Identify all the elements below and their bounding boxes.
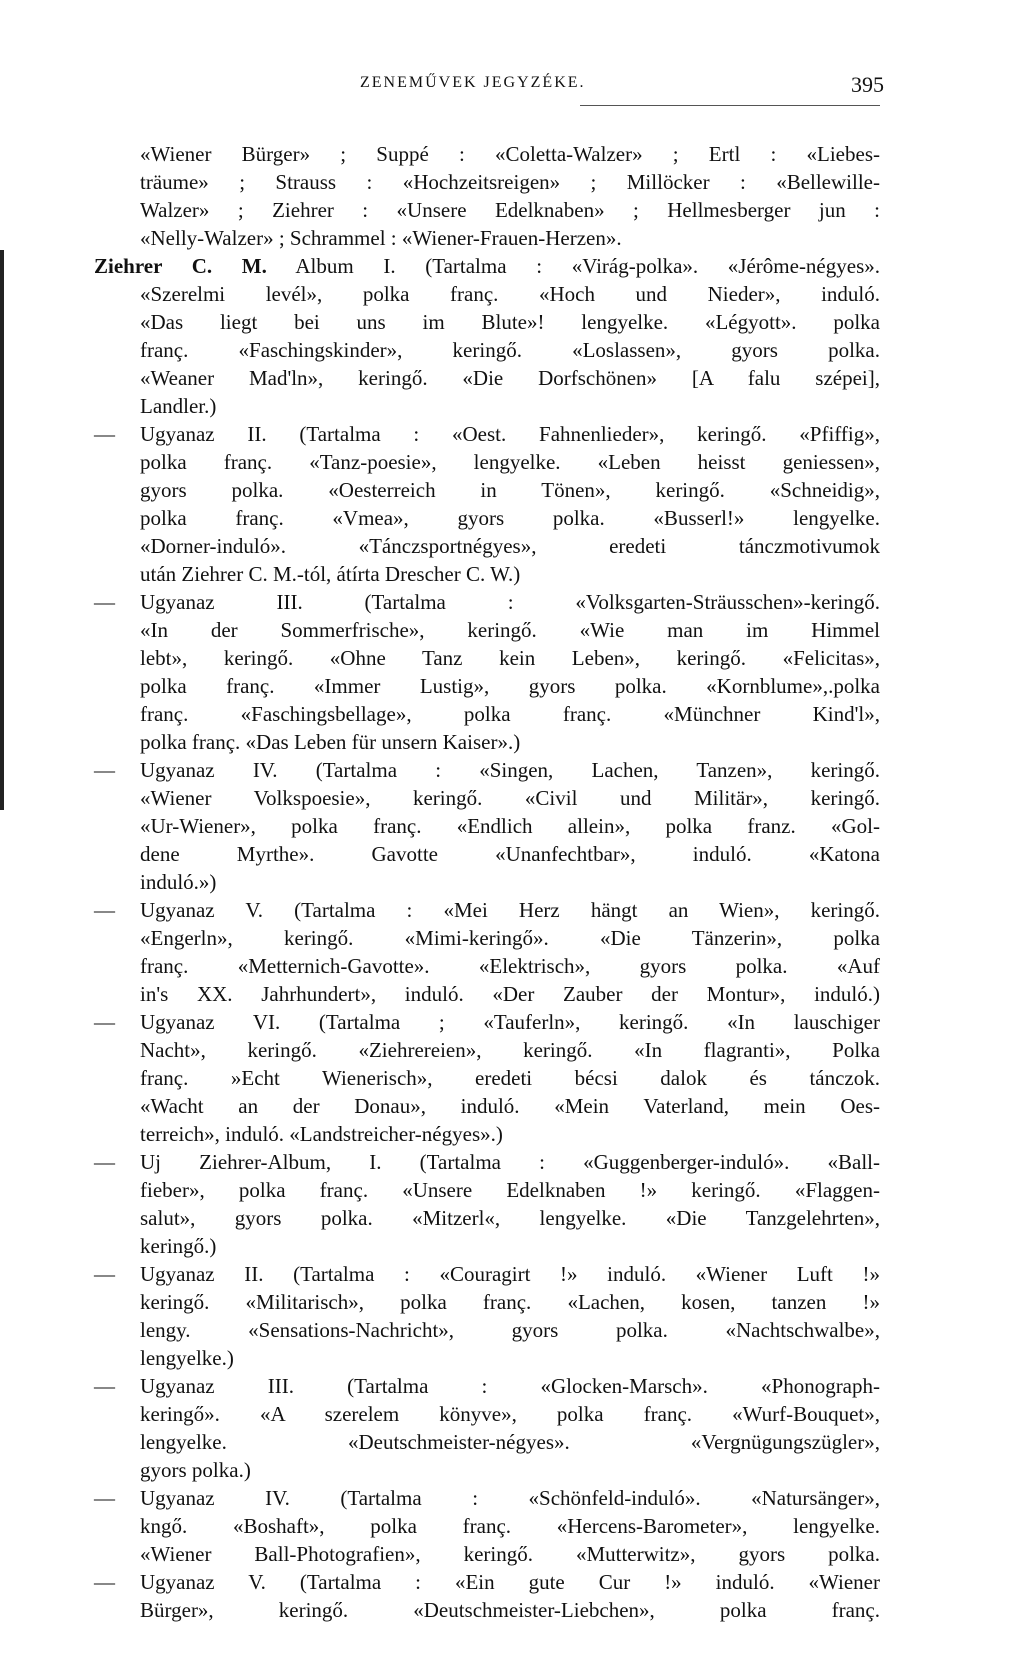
em-dash: — xyxy=(94,422,115,446)
text-line: lengyelke.) xyxy=(140,1346,234,1370)
text-line: polka franç. «Tanz-poesie», lengyelke. «Leben heisst geniessen», xyxy=(140,450,880,474)
entry-text: Ugyanaz III. (Tartalma : «Glocken-Marsch». «Phonograph- xyxy=(140,1374,880,1398)
composer-name: Ziehrer C. M. xyxy=(94,254,267,278)
page-number: 395 xyxy=(851,72,884,97)
entry-line xyxy=(94,588,880,616)
text-line: dene Myrthe». Gavotte «Unanfechtbar», induló. «Katona xyxy=(140,842,880,866)
entry-rest: Album I. (Tartalma : «Virág-polka». «Jérôme-négyes». xyxy=(266,254,880,278)
text-line: «Wacht an der Donau», induló. «Mein Vaterland, mein Oes- xyxy=(140,1094,880,1118)
text-line: Nacht», keringő. «Ziehrereien», keringő. «In flagranti», Polka xyxy=(140,1038,880,1062)
text-line: träume» ; Strauss : «Hochzeitsreigen» ; Millöcker : «Bellewille- xyxy=(140,170,880,194)
em-dash: — xyxy=(94,1570,115,1594)
header-rule xyxy=(580,105,880,106)
text-line: «Wiener Ball-Photografien», keringő. «Mutterwitz», gyors polka. xyxy=(140,1542,880,1566)
text-line: induló.») xyxy=(140,870,217,894)
em-dash: — xyxy=(94,1010,115,1034)
em-dash: — xyxy=(94,1150,115,1174)
text-line: Landler.) xyxy=(140,394,217,418)
text-line: Walzer» ; Ziehrer : «Unsere Edelknaben» ; Hellmesberger jun : xyxy=(140,198,880,222)
text-line: polka franç. «Vmea», gyors polka. «Busserl!» lengyelke. xyxy=(140,506,880,530)
entry-text: Ugyanaz II. (Tartalma : «Oest. Fahnenlieder», keringő. «Pfiffig», xyxy=(140,422,880,446)
text-line: lengyelke. «Deutschmeister-négyes». «Vergnügungszügler», xyxy=(140,1430,880,1454)
em-dash: — xyxy=(94,1486,115,1510)
entry-text: Ugyanaz IV. (Tartalma : «Schönfeld-induló». «Natursänger», xyxy=(140,1486,880,1510)
text-line: franç. «Metternich-Gavotte». «Elektrisch», gyors polka. «Auf xyxy=(140,954,880,978)
entry-line xyxy=(94,1372,880,1400)
text-line: polka franç. «Immer Lustig», gyors polka. «Kornblume»,.polka xyxy=(140,674,880,698)
entry-text: Ugyanaz IV. (Tartalma : «Singen, Lachen, Tanzen», keringő. xyxy=(140,758,880,782)
entry-text: Ugyanaz III. (Tartalma : «Volksgarten-Sträusschen»-keringő. xyxy=(140,590,880,614)
text-line: in's XX. Jahrhundert», induló. «Der Zauber der Montur», induló.) xyxy=(140,982,880,1006)
scan-edge-shadow xyxy=(0,250,4,810)
text-line: Bürger», keringő. «Deutschmeister-Liebchen», polka franç. xyxy=(140,1598,880,1622)
entry-text: Ugyanaz V. (Tartalma : «Mei Herz hängt an Wien», keringő. xyxy=(140,898,880,922)
text-line: «Ur-Wiener», polka franç. «Endlich allein», polka franz. «Gol- xyxy=(140,814,880,838)
text-line: után Ziehrer C. M.-tól, átírta Drescher C. W.) xyxy=(140,562,521,586)
em-dash: — xyxy=(94,1374,115,1398)
entry-line xyxy=(94,1568,880,1596)
running-head: ZENEMŰVEK JEGYZÉKE. xyxy=(360,74,586,91)
text-line: salut», gyors polka. «Mitzerl«, lengyelke. «Die Tanzgelehrten», xyxy=(140,1206,880,1230)
text-line: lengy. «Sensations-Nachricht», gyors polka. «Nachtschwalbe», xyxy=(140,1318,880,1342)
text-line: «Dorner-induló». «Tánczsportnégyes», eredeti tánczmotivumok xyxy=(140,534,880,558)
entry-line xyxy=(94,1008,880,1036)
text-line: «Das liegt bei uns im Blute»! lengyelke. «Légyott». polka xyxy=(140,310,880,334)
entry-line xyxy=(94,1260,880,1288)
entry-line xyxy=(94,1484,880,1512)
text-line: gyors polka. «Oesterreich in Tönen», keringő. «Schneidig», xyxy=(140,478,880,502)
entry-text: Ugyanaz V. (Tartalma : «Ein gute Cur !» induló. «Wiener xyxy=(140,1570,880,1594)
em-dash: — xyxy=(94,898,115,922)
entry-heading-line xyxy=(94,252,880,280)
text-line: «Szerelmi levél», polka franç. «Hoch und Nieder», induló. xyxy=(140,282,880,306)
text-line: «Nelly-Walzer» ; Schrammel : «Wiener-Frauen-Herzen». xyxy=(140,226,622,250)
em-dash: — xyxy=(94,590,115,614)
text-line: «Engerln», keringő. «Mimi-keringő». «Die Tänzerin», polka xyxy=(140,926,880,950)
entry-line xyxy=(94,1148,880,1176)
text-line: franç. «Faschingsbellage», polka franç. «Münchner Kind'l», xyxy=(140,702,880,726)
text-line: «Wiener Bürger» ; Suppé : «Coletta-Walzer» ; Ertl : «Liebes- xyxy=(140,142,880,166)
text-line: «Wiener Volkspoesie», keringő. «Civil und Militär», keringő. xyxy=(140,786,880,810)
text-line: kngő. «Boshaft», polka franç. «Hercens-Barometer», lengyelke. xyxy=(140,1514,880,1538)
text-line: lebt», keringő. «Ohne Tanz kein Leben», keringő. «Felicitas», xyxy=(140,646,880,670)
entry-line xyxy=(94,896,880,924)
text-line: «Weaner Mad'ln», keringő. «Die Dorfschönen» [A falu szépei], xyxy=(140,366,880,390)
entry-text: Ugyanaz II. (Tartalma : «Couragirt !» induló. «Wiener Luft !» xyxy=(140,1262,880,1286)
text-line: «In der Sommerfrische», keringő. «Wie man im Himmel xyxy=(140,618,880,642)
entry-text: Ugyanaz VI. (Tartalma ; «Tauferln», keringő. «In lauschiger xyxy=(140,1010,880,1034)
em-dash: — xyxy=(94,1262,115,1286)
em-dash: — xyxy=(94,758,115,782)
page-header xyxy=(0,70,1024,100)
text-line: keringő.) xyxy=(140,1234,217,1258)
text-line: franç. »Echt Wienerisch», eredeti bécsi dalok és tánczok. xyxy=(140,1066,880,1090)
text-line: polka franç. «Das Leben für unsern Kaiser».) xyxy=(140,730,521,754)
text-line: gyors polka.) xyxy=(140,1458,251,1482)
text-line: fieber», polka franç. «Unsere Edelknaben !» keringő. «Flaggen- xyxy=(140,1178,880,1202)
text-line: franç. «Faschingskinder», keringő. «Loslassen», gyors polka. xyxy=(140,338,880,362)
entry-line xyxy=(94,756,880,784)
text-line: keringő. «Militarisch», polka franç. «Lachen, kosen, tanzen !» xyxy=(140,1290,880,1314)
entry-line xyxy=(94,420,880,448)
text-line: keringő». «A szerelem könyve», polka franç. «Wurf-Bouquet», xyxy=(140,1402,880,1426)
entry-text: Uj Ziehrer-Album, I. (Tartalma : «Guggenberger-induló». «Ball- xyxy=(140,1150,880,1174)
text-line: terreich», induló. «Landstreicher-négyes».) xyxy=(140,1122,503,1146)
